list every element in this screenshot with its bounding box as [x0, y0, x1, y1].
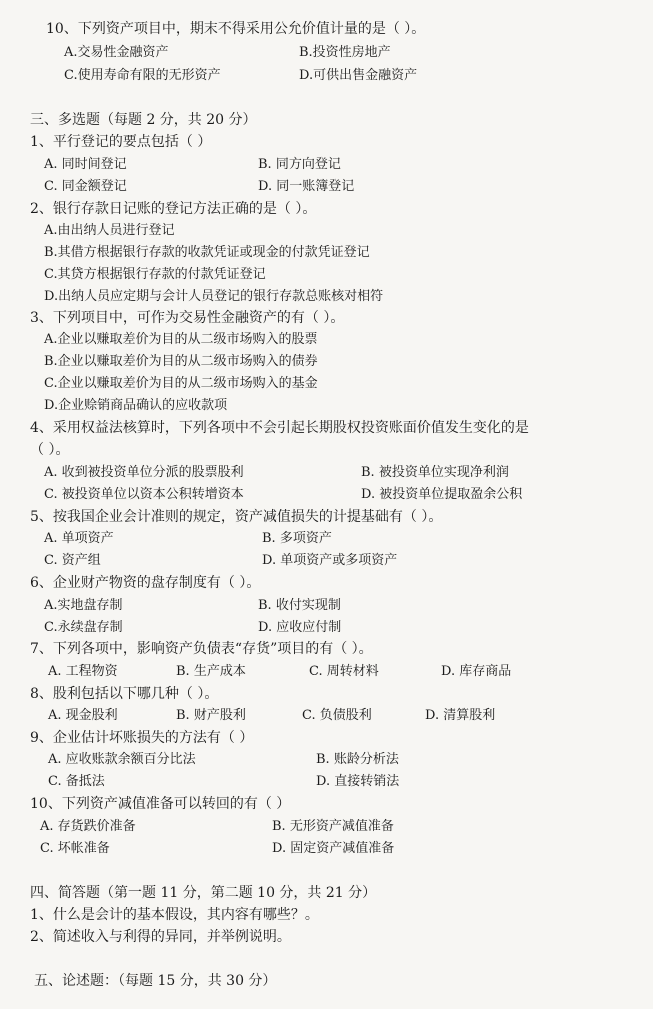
option-d: D. 被投资单位提取盈余公积	[361, 487, 523, 502]
option-c: C. 同金额登记	[44, 179, 127, 194]
option-b: B. 生产成本	[176, 664, 246, 679]
option-d: D.出纳人员应定期与会计人员登记的银行存款总账核对相符	[44, 289, 384, 304]
option-c: C. 资产组	[44, 553, 101, 568]
option-d: D. 固定资产减值准备	[272, 841, 395, 856]
option-d: D. 清算股利	[425, 708, 496, 723]
option-c: C. 周转材料	[309, 664, 379, 679]
option-b: B. 被投资单位实现净利润	[361, 465, 509, 480]
option-d: D. 单项资产或多项资产	[262, 553, 398, 568]
option-b: B.投资性房地产	[299, 45, 391, 60]
question-stem: 7、下列各项中，影响资产负债表“存货”项目的有（ ）。	[30, 641, 373, 657]
section-title: 五、论述题：（每题 15 分，共 30 分）	[34, 973, 277, 989]
option-b: B. 同方向登记	[258, 157, 341, 172]
option-b: B.其借方根据银行存款的收款凭证或现金的付款凭证登记	[44, 245, 370, 260]
question-stem: 10、下列资产减值准备可以转回的有（ ）	[30, 796, 291, 812]
option-d: D. 库存商品	[441, 664, 512, 679]
option-b: B. 无形资产减值准备	[272, 819, 394, 834]
question-stem: 8、股利包括以下哪几种（ ）。	[30, 686, 219, 702]
option-b: B. 账龄分析法	[316, 752, 399, 767]
option-d: D. 同一账簿登记	[258, 179, 355, 194]
question-stem: 10、下列资产项目中，期末不得采用公允价值计量的是（ ）。	[46, 21, 426, 37]
question-stem: 3、下列项目中，可作为交易性金融资产的有（ ）。	[30, 310, 345, 326]
option-a: A. 单项资产	[44, 531, 114, 546]
question-stem: 1、平行登记的要点包括（ ）	[30, 134, 212, 150]
option-d: D.可供出售金融资产	[299, 68, 418, 83]
option-c: C. 被投资单位以资本公积转增资本	[44, 487, 244, 502]
option-a: A.企业以赚取差价为目的从二级市场购入的股票	[44, 332, 318, 347]
option-c: C. 备抵法	[48, 774, 105, 789]
option-a: A.由出纳人员进行登记	[44, 223, 175, 238]
option-c: C.企业以赚取差价为目的从二级市场购入的基金	[44, 376, 318, 391]
option-c: C. 负债股利	[302, 708, 372, 723]
option-b: B. 财产股利	[176, 708, 246, 723]
option-c: C.使用寿命有限的无形资产	[64, 68, 221, 83]
option-d: D.企业赊销商品确认的应收款项	[44, 398, 228, 413]
question-stem-continued: （ ）。	[30, 442, 70, 458]
option-a: A.交易性金融资产	[64, 45, 169, 60]
question-stem: 6、企业财产物资的盘存制度有（ ）。	[30, 575, 261, 591]
section-title: 三、多选题（每题 2 分，共 20 分）	[30, 112, 257, 128]
option-b: B.企业以赚取差价为目的从二级市场购入的债券	[44, 354, 318, 369]
option-b: B. 收付实现制	[258, 598, 341, 613]
option-a: A. 现金股利	[48, 708, 118, 723]
question-stem: 2、简述收入与利得的异同，并举例说明。	[30, 929, 291, 945]
question-stem: 5、按我国企业会计准则的规定，资产减值损失的计提基础有（ ）。	[30, 509, 443, 525]
option-a: A. 工程物资	[48, 664, 118, 679]
option-a: A. 应收账款余额百分比法	[48, 752, 196, 767]
option-a: A. 收到被投资单位分派的股票股利	[44, 465, 244, 480]
option-b: B. 多项资产	[262, 531, 332, 546]
option-c: C. 坏帐准备	[40, 841, 110, 856]
option-a: A. 存货跌价准备	[40, 819, 136, 834]
option-d: D. 应收应付制	[258, 620, 342, 635]
option-a: A.实地盘存制	[44, 598, 123, 613]
section-title: 四、简答题（第一题 11 分，第二题 10 分，共 21 分）	[30, 885, 377, 901]
option-c: C.永续盘存制	[44, 620, 123, 635]
option-c: C.其贷方根据银行存款的付款凭证登记	[44, 267, 266, 282]
question-stem: 9、企业估计坏账损失的方法有（ ）	[30, 730, 254, 746]
option-d: D. 直接转销法	[316, 774, 400, 789]
question-stem: 1、什么是会计的基本假设，其内容有哪些？。	[30, 907, 319, 923]
question-stem: 4、采用权益法核算时，下列各项中不会引起长期股权投资账面价值发生变化的是	[30, 420, 529, 436]
option-a: A. 同时间登记	[44, 157, 127, 172]
question-stem: 2、银行存款日记账的登记方法正确的是（ ）。	[30, 201, 317, 217]
